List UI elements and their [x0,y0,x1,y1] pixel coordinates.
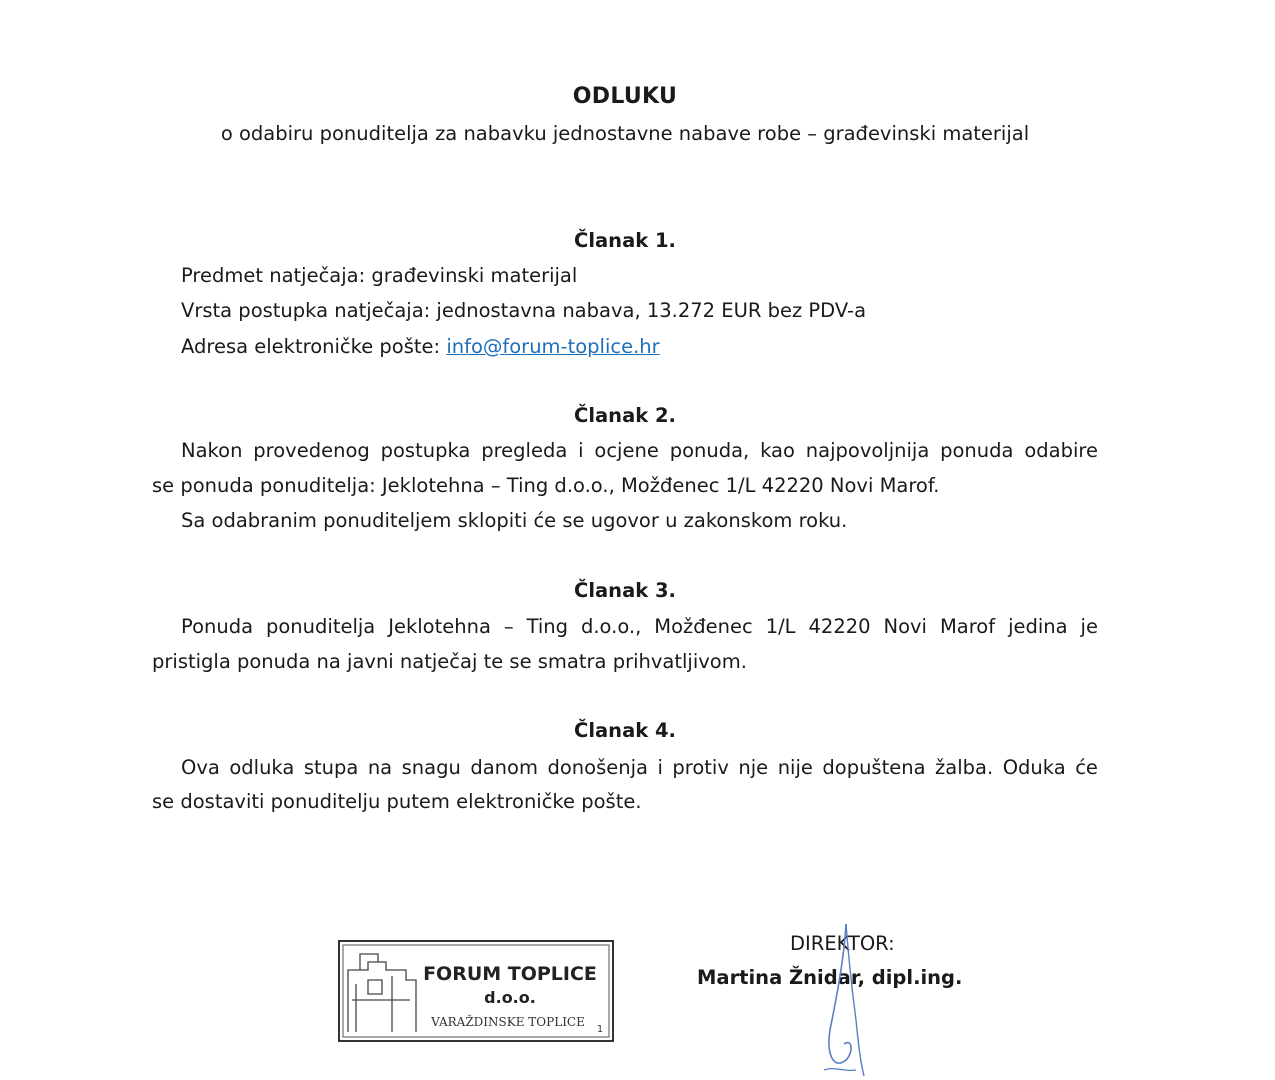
article-1-subject: Predmet natječaja: građevinski materijal [181,264,578,287]
document-title: ODLUKU [572,84,678,109]
stamp-number: 1 [596,1024,604,1035]
article-2-line-2: se ponuda ponuditelja: Jeklotehna – Ting d.o.o., Možđenec 1/L 42220 Novi Marof. [152,474,940,497]
handwritten-signature [800,920,880,1080]
article-4-heading: Članak 4. [574,719,676,742]
article-4-line-2: se dostaviti ponuditelju putem elektroničke pošte. [152,790,642,813]
article-3-line-2: pristigla ponuda na javni natječaj te se smatra prihvatljivom. [152,650,747,673]
director-name: Martina Žnidar, dipl.ing. [697,966,963,989]
company-stamp [338,940,614,1042]
article-3-line-1 [181,615,1098,638]
document-subtitle: o odabiru ponuditelja za nabavku jednostavne nabave robe – građevinski materijal [220,122,1030,145]
stamp-town: VARAŽDINSKE TOPLICE [431,1015,585,1029]
stamp-company-type: d.o.o. [484,988,536,1007]
article-1-procedure: Vrsta postupka natječaja: jednostavna nabava, 13.272 EUR bez PDV-a [181,299,867,322]
article-3-heading: Članak 3. [574,579,676,602]
cut-off-previous-text [0,0,1275,14]
article-1-email-line [181,335,660,358]
article-4-line-1 [181,756,1098,779]
email-label: Adresa elektroničke pošte: [181,335,447,358]
building-logo-icon [348,954,416,1032]
email-link[interactable]: info@forum-toplice.hr [446,335,660,358]
article-3-text-1: Ponuda ponuditelja Jeklotehna – Ting d.o.o., Možđenec 1/L 42220 Novi Marof jedina je [181,615,1098,638]
article-1-heading: Članak 1. [574,229,676,252]
article-2-text-1: Nakon provedenog postupka pregleda i ocjene ponuda, kao najpovoljnija ponuda odabire [181,439,1098,462]
article-2-line-3: Sa odabranim ponuditeljem sklopiti će se ugovor u zakonskom roku. [181,509,848,532]
article-2-line-1 [181,439,1098,462]
article-4-text-1: Ova odluka stupa na snagu danom donošenja i protiv nje nije dopuštena žalba. Oduka će [181,756,1098,779]
stamp-company-name: FORUM TOPLICE [423,963,597,985]
article-2-heading: Članak 2. [574,404,676,427]
director-label: DIREKTOR: [790,932,895,955]
